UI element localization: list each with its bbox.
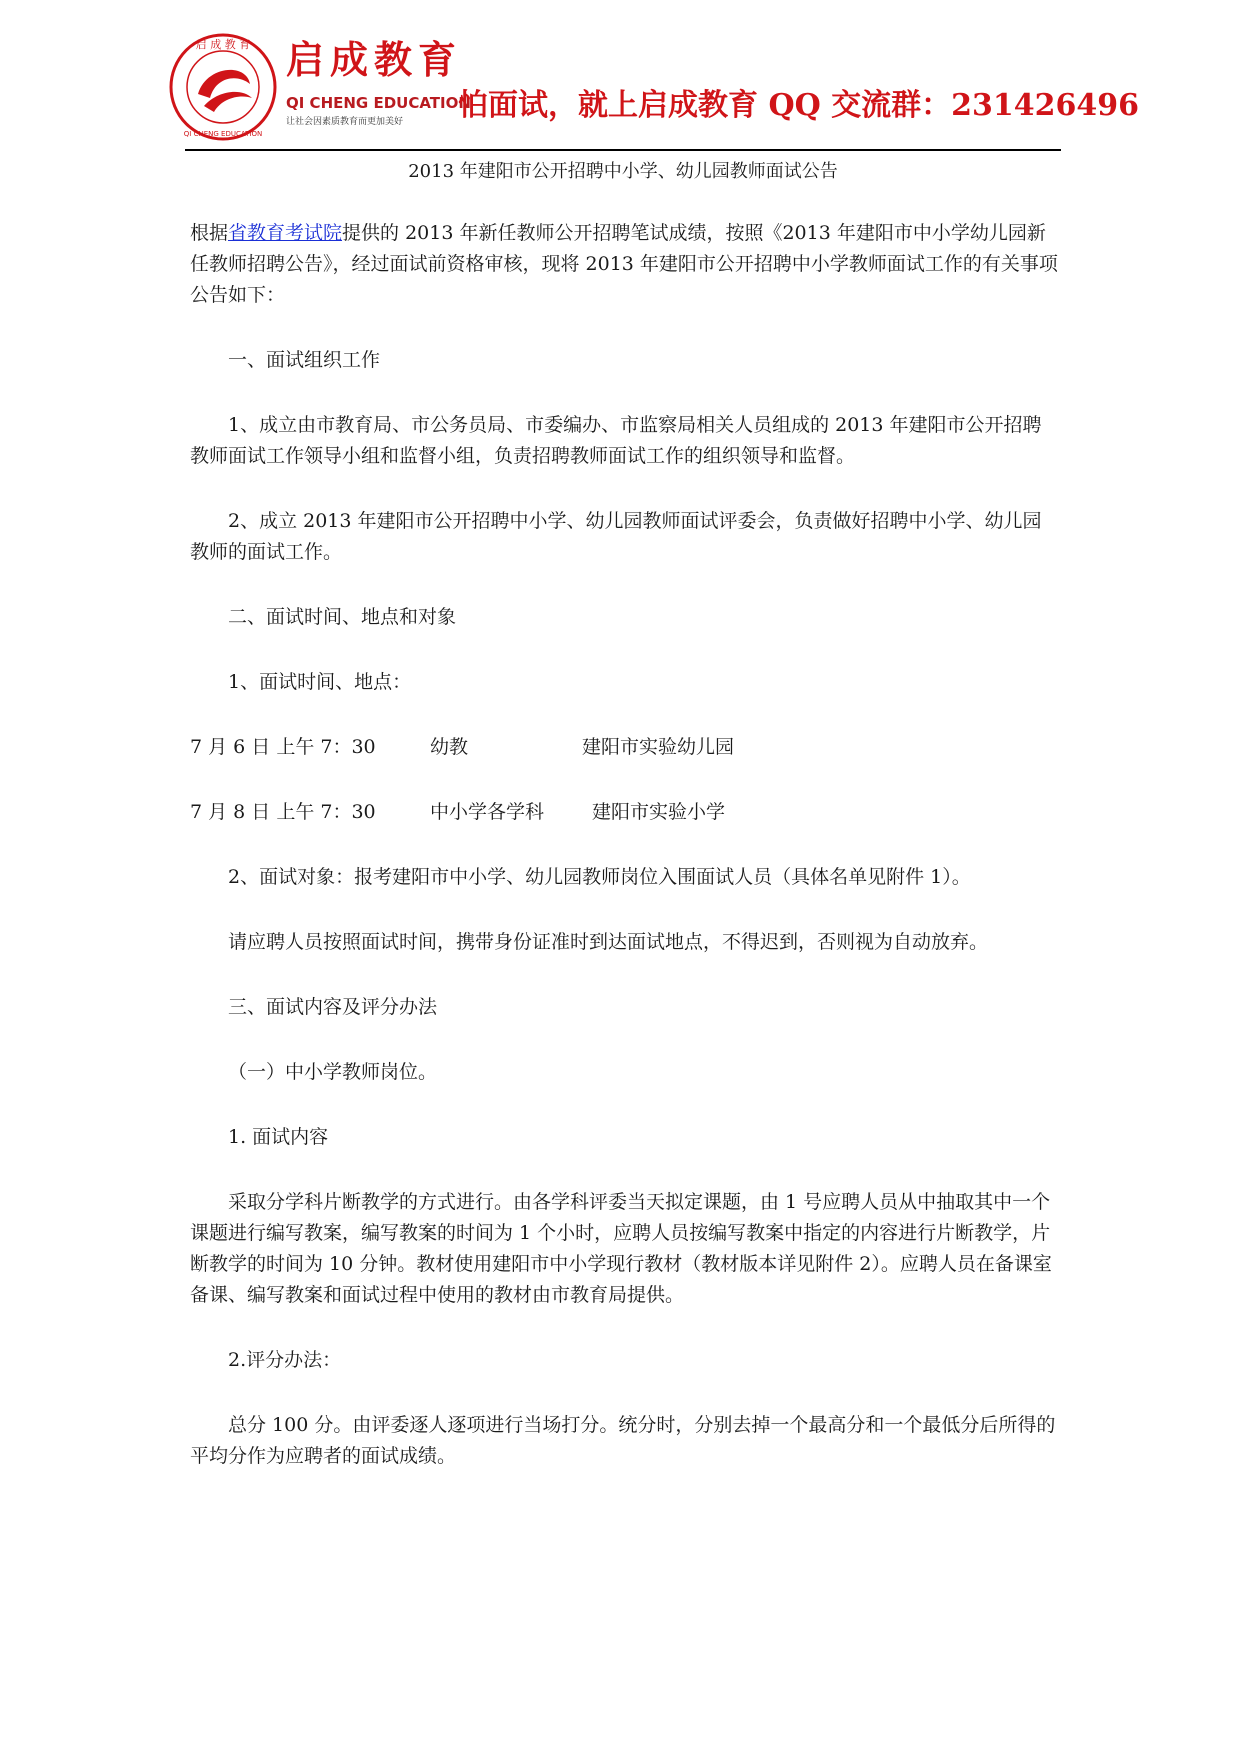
header-tagline: 怕面试，就上启成教育 QQ 交流群：231426496 — [458, 88, 1140, 123]
brand-name-cn: 启成教育 — [286, 37, 463, 82]
document-title: 2013 年建阳市公开招聘中小学、幼儿园教师面试公告 — [408, 161, 838, 182]
brand-name-en: QI CHENG EDUCATION — [286, 94, 471, 112]
section-3-subheading: （一）中小学教师岗位。 — [228, 1061, 438, 1083]
section-2-note: 请应聘人员按照面试时间，携带身份证准时到达面试地点，不得迟到，否则视为自动放弃。 — [228, 931, 989, 953]
section-3-heading: 三、面试内容及评分办法 — [228, 996, 438, 1018]
intro-paragraph: 根据省教育考试院提供的 2013 年新任教师公开招聘笔试成绩，按照《2013 年建阳市中小学幼儿园新任教师招聘公告》，经过面试前资格审核，现将 2013 年建阳市公开招聘中小学教师面试工作的有关事项公告如下： — [190, 222, 1058, 306]
page-header — [168, 26, 1140, 146]
schedule-time: 7 月 8 日 上午 7：30 — [190, 801, 376, 823]
schedule-row — [190, 732, 1060, 763]
section-2-subheading-2: 2、面试对象：报考建阳市中小学、幼儿园教师岗位入围面试人员（具体名单见附件 1）。 — [228, 866, 971, 888]
schedule-group: 中小学各学科 — [430, 801, 545, 823]
schedule-place: 建阳市实验小学 — [592, 801, 726, 823]
schedule-row — [190, 797, 1060, 828]
section-3-item-1-heading: 1. 面试内容 — [228, 1126, 329, 1148]
section-2-heading: 二、面试时间、地点和对象 — [228, 606, 457, 628]
schedule-time: 7 月 6 日 上午 7：30 — [190, 736, 376, 758]
section-1-paragraph-2: 2、成立 2013 年建阳市公开招聘中小学、幼儿园教师面试评委会，负责做好招聘中小学、幼儿园教师的面试工作。 — [190, 510, 1042, 563]
exam-institute-link[interactable]: 省教育考试院 — [228, 222, 343, 244]
section-2-subheading-1: 1、面试时间、地点： — [228, 671, 412, 693]
section-3-item-2-heading: 2.评分办法： — [228, 1349, 342, 1371]
seal-text: 启 成 教 育 — [195, 38, 251, 51]
section-3-item-2-text: 总分 100 分。由评委逐人逐项进行当场打分。统分时，分别去掉一个最高分和一个最低分后所得的平均分作为应聘者的面试成绩。 — [190, 1414, 1056, 1467]
section-3-item-1-text: 采取分学科片断教学的方式进行。由各学科评委当天拟定课题，由 1 号应聘人员从中抽取其中一个课题进行编写教案，编写教案的时间为 1 个小时，应聘人员按编写教案中指定的内容进行片断教学，片断教学的时间为 10 分钟。教材使用建阳市中小学现行教材（教材版本详见附件 2）。应聘人员在备课室备课、编写教案和面试过程中使用的教材由市教育局提供。 — [190, 1191, 1052, 1306]
section-1-paragraph-1: 1、成立由市教育局、市公务员局、市委编办、市监察局相关人员组成的 2013 年建阳市公开招聘教师面试工作领导小组和监督小组，负责招聘教师面试工作的组织领导和监督。 — [190, 414, 1042, 467]
schedule-place: 建阳市实验幼儿园 — [582, 736, 735, 758]
qicheng-seal-logo — [168, 32, 278, 142]
document-body — [190, 218, 1060, 1472]
brand-slogan: 让社会因素质教育而更加美好 — [286, 117, 404, 127]
section-1-heading: 一、面试组织工作 — [228, 349, 381, 371]
schedule-group: 幼教 — [430, 736, 469, 758]
seal-text-en: QI CHENG EDUCATION — [183, 130, 263, 138]
header-divider — [185, 149, 1061, 151]
